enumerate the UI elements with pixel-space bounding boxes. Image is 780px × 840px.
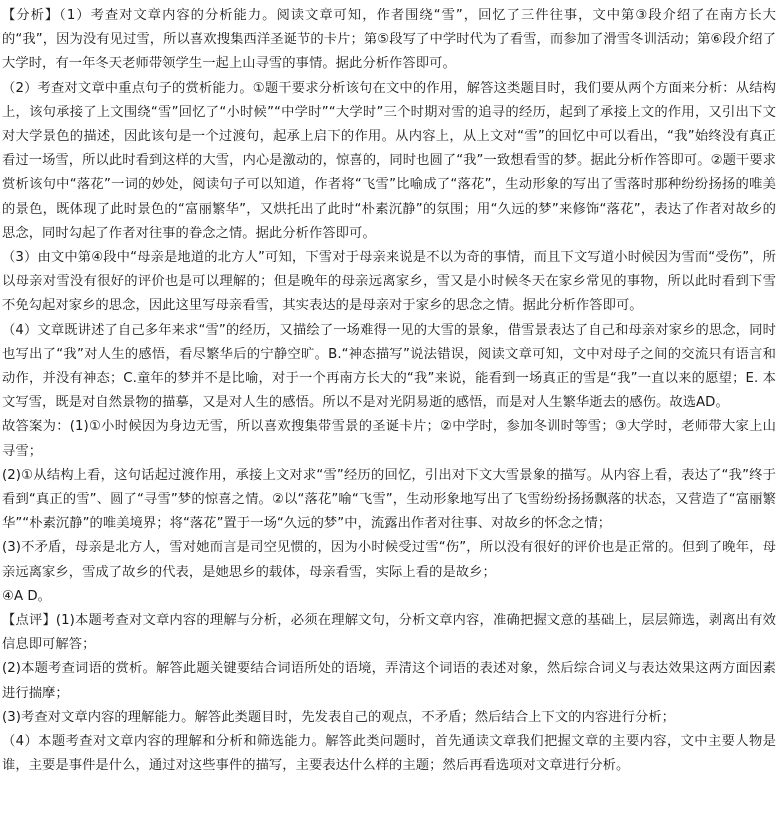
comment-paragraph-1: 【点评】(1)本题考查对文章内容的理解与分析，必须在理解文句，分析文章内容，准确把握文意的基础上，层层筛选，剥离出有效信息即可解答； [2,613,776,653]
answer-paragraph-1: 故答案为：(1)①小时候因为身边无雪，所以喜欢搜集带雪景的圣诞卡片；②中学时，参加冬训时等雪；③大学时，老师带大家上山寻雪； [2,419,776,459]
comment-paragraph-4: （4）本题考查对文章内容的理解和分析和筛选能力。解答此类问题时，首先通读文章我们把握文章的主要内容，文中主要人物是谁，主要是事件是什么，通过对这些事件的描写，主要表达什么样的主题；然后再看选项对文章进行分析。 [2,734,776,774]
analysis-paragraph-q2: （2）考查对文章中重点句子的赏析能力。①题干要求分析该句在文中的作用，解答这类题目时，我们要从两个方面来分析：从结构上，该句承接了上文围绕“雪”回忆了“小时候”“中学时”“大学时”三个时期对雪的追寻的经历，起到了承接上文的作用，又引出下文对大学景色的描述，因此该句是一个过渡句，起承上启下的作用。从内容上，从上文对“雪”的回忆中可以看出，“我”始终没有真正看过一场雪，所以此时看到这样的大雪，内心是激动的，惊喜的，同时也圆了“我”一致想看雪的梦。据此分析作答即可。②题干要求赏析该句中“落花”一词的妙处，阅读句子可以知道，作者将“飞雪”比喻成了“落花”，生动形象的写出了雪落时那种纷纷扬扬的唯美的景色，既体现了此时景色的“富丽繁华”，又烘托出了此时“朴素沉静”的氛围；用“久远的梦”来修饰“落花”，表达了作者对故乡的思念，同时勾起了作者对往事的眷念之情。据此分析作答即可。 [2,80,776,241]
answer-paragraph-2: (2)①从结构上看，这句话起过渡作用，承接上文对求“雪”经历的回忆，引出对下文大雪景象的描写。从内容上看，表达了“我”终于看到“真正的雪”、圆了“寻雪”梦的惊喜之情。②以“落花”喻“飞雪”，生动形象地写出了飞雪纷纷扬扬飘落的状态，又营造了“富丽繁华”“朴素沉静”的唯美境界；将“落花”置于一场“久远的梦”中，流露出作者对往事、对故乡的怀念之情； [2,467,776,532]
comment-paragraph-3: (3)考查对文章内容的理解能力。解答此类题目时，先发表自己的观点，不矛盾；然后结合上下文的内容进行分析； [2,709,675,725]
analysis-paragraph-q3: （3）由文中第④段中“母亲是地道的北方人”可知，下雪对于母亲来说是不以为奇的事情，而且下文写道小时候因为雪而“受伤”，所以母亲对雪没有很好的评价也是可以理解的；但是晚年的母亲远离家乡，雪又是小时候冬天在家乡常见的事物，所以此时看到下雪不免勾起对家乡的思念，因此这里写母亲看雪，其实表达的是母亲对于家乡的思念之情。据此分析作答即可。 [2,250,776,314]
answer-paragraph-3: (3)不矛盾，母亲是北方人，雪对她而言是司空见惯的，因为小时候受过雪“伤”，所以没有很好的评价也是正常的。但到了晚年，母亲远离家乡，雪成了故乡的代表，是她思乡的载体，母亲看雪，实际上看的是故乡； [2,540,776,580]
analysis-paragraph-q1: 【分析】（1）考查对文章内容的分析能力。阅读文章可知，作者围绕“雪”，回忆了三件往事，文中第③段介绍了在南方长大的“我”，因为没有见过雪，所以喜欢搜集西洋圣诞节的卡片；第⑤段写了中学时代为了看雪，而参加了滑雪冬训活动；第⑥段介绍了大学时，有一年冬天老师带领学生一起上山寻雪的事情。据此分析作答即可。 [2,8,776,72]
comment-paragraph-2: (2)本题考查词语的赏析。解答此题关键要结合词语所处的语境，弄清这个词语的表述对象，然后综合词义与表达效果这两方面因素进行揣摩； [2,661,776,701]
analysis-paragraph-q4: （4）文章既讲述了自己多年来求“雪”的经历，又描绘了一场难得一见的大雪的景象，借雪景表达了自己和母亲对家乡的思念，同时也写出了“我”对人生的感悟，看尽繁华后的宁静空旷。B.“神态描写”说法错误，阅读文章可知，文中对母子之间的交流只有语言和动作，并没有神态；C.童年的梦并不是比喻，对于一个再南方长大的“我”来说，能看到一场真正的雪是“我”一直以来的愿望；E. 本文写雪，既是对自然景物的描摹，又是对人生的感悟。所以不是对光阴易逝的感悟，而是对人生繁华逝去的感伤。故选AD。 [2,322,776,411]
answer-paragraph-4: ④A D。 [2,588,52,604]
